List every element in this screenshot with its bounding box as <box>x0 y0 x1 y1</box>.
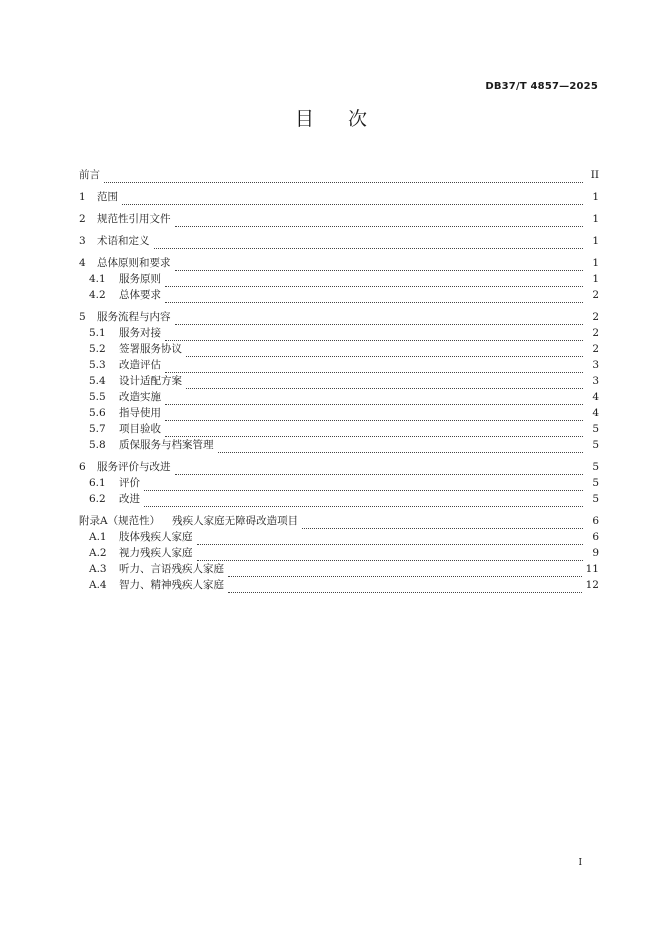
toc-entry-number: 5 <box>79 311 86 323</box>
toc-entry-page: 3 <box>592 375 599 387</box>
toc-entry[interactable] <box>79 475 599 491</box>
toc-entry-label: 服务原则 <box>119 273 161 285</box>
toc-entry-number: 附录A（规范性） <box>79 515 161 527</box>
toc-entry-page: 6 <box>592 515 599 527</box>
toc-entry-label: 范围 <box>97 191 118 203</box>
toc-entry[interactable] <box>79 211 599 227</box>
toc-dot-leader <box>154 238 584 249</box>
toc-dot-leader <box>186 346 583 357</box>
toc-entry[interactable] <box>79 459 599 475</box>
toc-dot-leader <box>144 496 583 507</box>
toc-entry-page: 12 <box>585 579 599 591</box>
toc-entry-label: 质保服务与档案管理 <box>119 439 214 451</box>
toc-entry-page: 5 <box>592 461 599 473</box>
toc-entry-page: 4 <box>592 407 599 419</box>
toc-entry-label: 规范性引用文件 <box>97 213 171 225</box>
toc-dot-leader <box>165 410 583 421</box>
toc-entry-number: 1 <box>79 191 86 203</box>
toc-entry-label: 服务流程与内容 <box>97 311 171 323</box>
toc-entry-number: A.2 <box>89 547 107 559</box>
toc-entry-number: 5.2 <box>89 343 106 355</box>
title-char-1: 目 <box>294 108 314 130</box>
toc-entry-page: 5 <box>592 493 599 505</box>
toc-entry[interactable] <box>79 357 599 373</box>
toc-dot-leader <box>104 172 583 183</box>
toc-entry-page: 4 <box>592 391 599 403</box>
toc-entry-number: 6 <box>79 461 86 473</box>
toc-entry-page: 1 <box>592 213 599 225</box>
toc-entry-page: 2 <box>592 289 599 301</box>
toc-entry-number: 4 <box>79 257 86 269</box>
toc-entry-label: 前言 <box>79 169 100 181</box>
toc-entry-page: 1 <box>592 273 599 285</box>
toc-entry[interactable] <box>79 309 599 325</box>
toc-entry-page: 6 <box>592 531 599 543</box>
toc-entry-page: 9 <box>592 547 599 559</box>
toc-dot-leader <box>218 442 584 453</box>
toc-entry[interactable] <box>79 389 599 405</box>
toc-entry-label: 评价 <box>119 477 140 489</box>
toc-dot-leader <box>186 378 583 389</box>
toc-entry-label: 术语和定义 <box>97 235 150 247</box>
toc-entry[interactable] <box>79 189 599 205</box>
document-code: DB37/T 4857—2025 <box>485 81 598 92</box>
toc-entry-label: 项目验收 <box>119 423 161 435</box>
page-title <box>0 104 662 131</box>
toc-dot-leader <box>175 314 584 325</box>
toc-entry[interactable] <box>79 529 599 545</box>
toc-entry[interactable] <box>79 577 599 593</box>
toc-entry-page: 5 <box>592 423 599 435</box>
toc-entry[interactable] <box>79 271 599 287</box>
toc-entry[interactable] <box>79 167 599 183</box>
toc-entry-page: 5 <box>592 439 599 451</box>
toc-entry-label: 肢体残疾人家庭 <box>119 531 193 543</box>
toc-entry-label: 视力残疾人家庭 <box>119 547 193 559</box>
toc-entry-label: 总体原则和要求 <box>97 257 171 269</box>
toc-entry[interactable] <box>79 325 599 341</box>
toc-entry-page: 11 <box>585 563 599 575</box>
toc-dot-leader <box>122 194 583 205</box>
toc-entry-number: 5.1 <box>89 327 106 339</box>
toc-dot-leader <box>165 426 583 437</box>
table-of-contents <box>79 167 599 593</box>
toc-entry-page: 1 <box>592 191 599 203</box>
toc-entry-number: A.4 <box>89 579 107 591</box>
toc-dot-leader <box>228 566 582 577</box>
toc-entry-label: 改造实施 <box>119 391 161 403</box>
toc-entry-number: 2 <box>79 213 86 225</box>
toc-entry[interactable] <box>79 233 599 249</box>
footer-page-number: I <box>578 858 582 868</box>
toc-entry[interactable] <box>79 545 599 561</box>
toc-entry[interactable] <box>79 561 599 577</box>
title-char-2: 次 <box>348 108 368 130</box>
toc-entry-label: 智力、精神残疾人家庭 <box>119 579 224 591</box>
toc-entry-number: 5.7 <box>89 423 106 435</box>
toc-dot-leader <box>165 292 583 303</box>
toc-entry[interactable] <box>79 437 599 453</box>
toc-entry[interactable] <box>79 405 599 421</box>
toc-entry-label: 服务对接 <box>119 327 161 339</box>
toc-entry-label: 设计适配方案 <box>119 375 182 387</box>
toc-entry[interactable] <box>79 513 599 529</box>
toc-dot-leader <box>197 550 584 561</box>
toc-entry-label: 服务评价与改进 <box>97 461 171 473</box>
toc-entry-page: 5 <box>592 477 599 489</box>
toc-entry-label: 签署服务协议 <box>119 343 182 355</box>
toc-entry-page: 2 <box>592 327 599 339</box>
toc-entry-page: 2 <box>592 311 599 323</box>
toc-entry[interactable] <box>79 421 599 437</box>
toc-entry-number: 6.1 <box>89 477 106 489</box>
toc-entry-number: 5.3 <box>89 359 106 371</box>
toc-entry[interactable] <box>79 491 599 507</box>
toc-entry-page: 3 <box>592 359 599 371</box>
toc-entry-number: 6.2 <box>89 493 106 505</box>
toc-entry-label: 残疾人家庭无障碍改造项目 <box>172 515 299 527</box>
toc-entry-label: 听力、言语残疾人家庭 <box>119 563 224 575</box>
toc-entry-number: A.1 <box>89 531 107 543</box>
toc-entry-number: 4.2 <box>89 289 106 301</box>
toc-entry[interactable] <box>79 287 599 303</box>
toc-entry[interactable] <box>79 341 599 357</box>
toc-dot-leader <box>165 394 583 405</box>
toc-entry[interactable] <box>79 255 599 271</box>
toc-entry-label: 改造评估 <box>119 359 161 371</box>
toc-entry-number: 5.5 <box>89 391 106 403</box>
toc-entry-number: 5.6 <box>89 407 106 419</box>
toc-dot-leader <box>175 216 584 227</box>
toc-dot-leader <box>197 534 584 545</box>
toc-entry-label: 总体要求 <box>119 289 161 301</box>
toc-entry-page: 1 <box>592 235 599 247</box>
toc-dot-leader <box>302 518 583 529</box>
toc-entry[interactable] <box>79 373 599 389</box>
toc-entry-number: 3 <box>79 235 86 247</box>
toc-entry-number: A.3 <box>89 563 107 575</box>
toc-dot-leader <box>165 330 583 341</box>
toc-dot-leader <box>165 362 583 373</box>
toc-dot-leader <box>228 582 582 593</box>
toc-dot-leader <box>165 276 583 287</box>
toc-entry-label: 指导使用 <box>119 407 161 419</box>
toc-dot-leader <box>175 464 584 475</box>
toc-entry-label: 改进 <box>119 493 140 505</box>
toc-entry-page: 2 <box>592 343 599 355</box>
toc-entry-number: 5.8 <box>89 439 106 451</box>
toc-entry-page: 1 <box>592 257 599 269</box>
toc-dot-leader <box>144 480 583 491</box>
toc-entry-page: II <box>590 169 599 181</box>
toc-entry-number: 5.4 <box>89 375 106 387</box>
toc-entry-number: 4.1 <box>89 273 106 285</box>
toc-dot-leader <box>175 260 584 271</box>
